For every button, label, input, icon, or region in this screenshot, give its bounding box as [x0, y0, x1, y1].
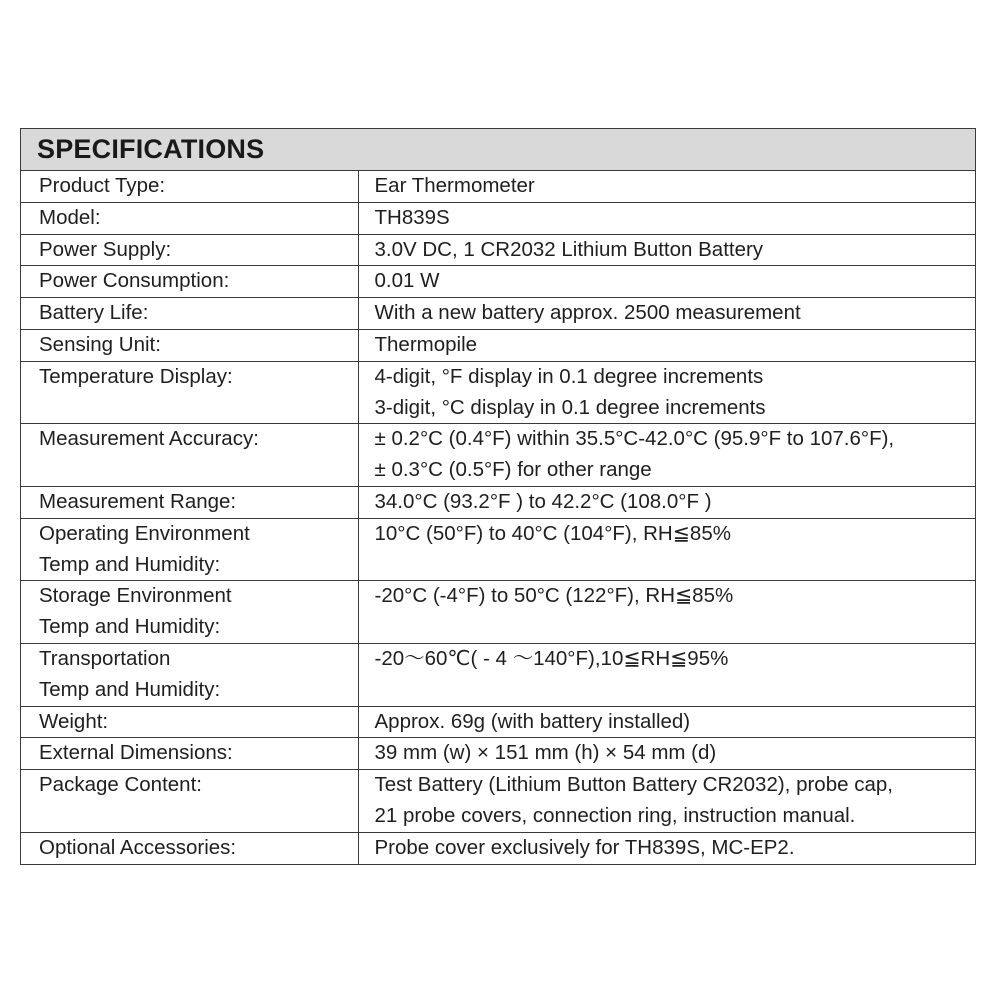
- spec-label: Temp and Humidity:: [39, 615, 221, 639]
- spec-value-cell: [358, 770, 975, 833]
- spec-row: [21, 643, 975, 706]
- spec-value-cell: [358, 738, 975, 770]
- spec-label: Operating Environment: [39, 521, 250, 545]
- spec-row: [21, 424, 975, 487]
- spec-label-cell: [21, 486, 358, 518]
- spec-value-cell: [358, 329, 975, 361]
- spec-row: [21, 234, 975, 266]
- spec-label: Storage Environment: [39, 584, 232, 608]
- spec-label-cell: [21, 329, 358, 361]
- spec-value: -20°C (-4°F) to 50°C (122°F), RH≦85%: [374, 584, 734, 608]
- spec-value: 3.0V DC, 1 CR2032 Lithium Button Battery: [374, 237, 764, 261]
- spec-value: Probe cover exclusively for TH839S, MC-EP2.: [374, 835, 795, 859]
- spec-label-cell: [21, 266, 358, 298]
- spec-label: Temperature Display:: [39, 364, 233, 388]
- spec-row: [21, 329, 975, 361]
- spec-label-cell: [21, 518, 358, 581]
- spec-label: Product Type:: [39, 174, 166, 197]
- spec-label: Temp and Humidity:: [39, 677, 221, 701]
- spec-value-cell: [358, 832, 975, 863]
- spec-value-cell: [358, 361, 975, 424]
- spec-value-cell: [358, 171, 975, 202]
- spec-row: [21, 171, 975, 202]
- spec-label: Measurement Range:: [39, 489, 237, 513]
- spec-value: -20～60℃( - 4 ～140°F),10≦RH≦95%: [374, 646, 729, 670]
- spec-row: [21, 770, 975, 833]
- spec-value-cell: [358, 234, 975, 266]
- spec-value: 39 mm (w) × 151 mm (h) × 54 mm (d): [374, 741, 717, 765]
- spec-label: Battery Life:: [39, 301, 149, 325]
- spec-label-cell: [21, 361, 358, 424]
- spec-label: Power Supply:: [39, 237, 172, 261]
- spec-value: 0.01 W: [374, 269, 440, 293]
- spec-row: [21, 832, 975, 863]
- spec-row: [21, 706, 975, 738]
- spec-value-cell: [358, 424, 975, 487]
- spec-label: Temp and Humidity:: [39, 552, 221, 576]
- spec-label: Package Content:: [39, 773, 202, 797]
- spec-row: [21, 738, 975, 770]
- spec-value-cell: [358, 643, 975, 706]
- specifications-table-container: [20, 128, 976, 865]
- spec-row: [21, 298, 975, 330]
- spec-value: TH839S: [374, 205, 450, 229]
- spec-value: Test Battery (Lithium Button Battery CR2032), probe cap,: [374, 773, 893, 797]
- spec-label: Weight:: [39, 709, 109, 733]
- spec-row: [21, 361, 975, 424]
- spec-value-cell: [358, 298, 975, 330]
- specifications-header: [21, 129, 975, 171]
- spec-value: 3-digit, °C display in 0.1 degree increments: [374, 395, 766, 419]
- spec-label: Model:: [39, 205, 101, 229]
- spec-value: Thermopile: [374, 332, 478, 356]
- spec-value: Ear Thermometer: [374, 174, 535, 197]
- spec-label-cell: [21, 424, 358, 487]
- spec-value: 10°C (50°F) to 40°C (104°F), RH≦85%: [374, 521, 731, 545]
- spec-label-cell: [21, 738, 358, 770]
- spec-value-cell: [358, 486, 975, 518]
- spec-label-cell: [21, 706, 358, 738]
- spec-value: 34.0°C (93.2°F ) to 42.2°C (108.0°F ): [374, 489, 712, 513]
- spec-row: [21, 266, 975, 298]
- spec-label-cell: [21, 770, 358, 833]
- spec-row: [21, 581, 975, 644]
- spec-label: Transportation: [39, 646, 171, 670]
- spec-label-cell: [21, 234, 358, 266]
- spec-label-cell: [21, 581, 358, 644]
- spec-row: [21, 202, 975, 234]
- spec-value-cell: [358, 706, 975, 738]
- spec-value: 4-digit, °F display in 0.1 degree increments: [374, 364, 764, 388]
- spec-label: External Dimensions:: [39, 741, 233, 765]
- specifications-table: [21, 171, 975, 864]
- spec-label-cell: [21, 171, 358, 202]
- spec-row: [21, 486, 975, 518]
- spec-value: 21 probe covers, connection ring, instruction manual.: [374, 803, 856, 827]
- spec-label-cell: [21, 832, 358, 863]
- spec-value: With a new battery approx. 2500 measurement: [374, 301, 801, 325]
- spec-label-cell: [21, 643, 358, 706]
- spec-label-cell: [21, 298, 358, 330]
- spec-label-cell: [21, 202, 358, 234]
- specifications-table-body: [21, 171, 975, 864]
- spec-value-cell: [358, 266, 975, 298]
- spec-value: ± 0.3°C (0.5°F) for other range: [374, 458, 652, 482]
- spec-value-cell: [358, 581, 975, 644]
- spec-value: Approx. 69g (with battery installed): [374, 709, 691, 733]
- spec-value-cell: [358, 518, 975, 581]
- spec-value-cell: [358, 202, 975, 234]
- spec-label: Sensing Unit:: [39, 332, 161, 356]
- spec-label: Optional Accessories:: [39, 835, 237, 859]
- spec-label: Power Consumption:: [39, 269, 230, 293]
- spec-row: [21, 518, 975, 581]
- specifications-title: SPECIFICATIONS: [37, 134, 265, 164]
- spec-value: ± 0.2°C (0.4°F) within 35.5°C-42.0°C (95.9°F to 107.6°F),: [374, 427, 895, 451]
- spec-label: Measurement Accuracy:: [39, 427, 259, 451]
